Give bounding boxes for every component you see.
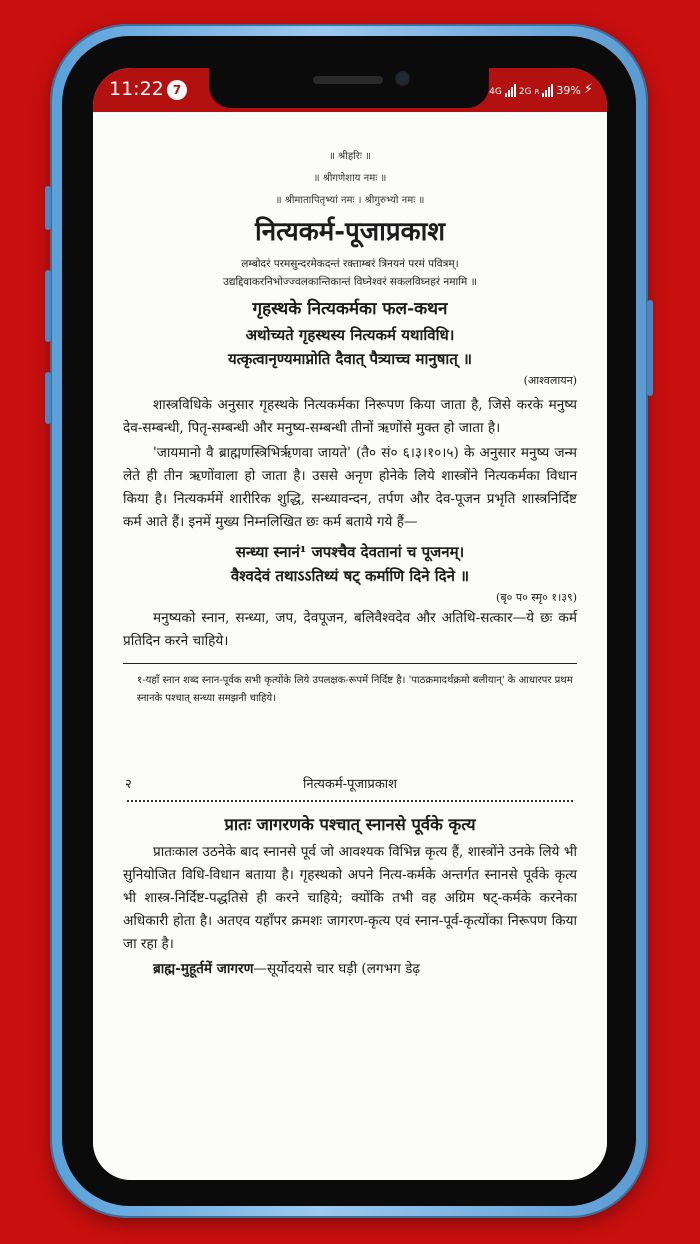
verse-1-source: (आश्वलायन) bbox=[523, 374, 577, 387]
verse-2-line-2: वैश्वदेवं तथाऽऽतिथ्यं षट् कर्माणि दिने दिने ॥ bbox=[230, 567, 470, 585]
running-title: नित्यकर्म-पूजाप्रकाश bbox=[302, 777, 398, 792]
scanned-book-page[interactable] bbox=[93, 112, 607, 1180]
page-2-section-heading: प्रातः जागरणके पश्चात् स्नानसे पूर्वके कृत्य bbox=[224, 815, 476, 834]
footnote: १-यहाँ स्नान शब्द स्नान-पूर्वक सभी कृत्योंके लिये उपलक्षक-रूपमें निर्दिष्ट है। 'पाठक्रमादर्थक्रमो बलीयान्' के आधारपर प्रथम स्नानके पश्चात् सन्ध्या समझनी चाहिये। bbox=[137, 675, 573, 704]
paragraph-1: शास्त्रविधिके अनुसार गृहस्थके नित्यकर्मका निरूपण किया जाता है, जिसे करके मनुष्य देव-सम्बन्धी, पितृ-सम्बन्धी और मनुष्य-सम्बन्धी तीनों ऋणोंसे मुक्त हो जाता है। bbox=[123, 397, 577, 436]
battery-percent: 39% bbox=[556, 84, 581, 97]
page-2-paragraph-1: प्रातःकाल उठनेके बाद स्नानसे पूर्व जो आवश्यक विभिन्न कृत्य हैं, शास्त्रोंने उनके लिये भी सुनियोजित विधि-विधान बताया है। गृहस्थको अपने नित्य-कर्मके अन्तर्गत स्नानसे पूर्वके कृत्य भी शास्त्र-निर्दिष्ट-पद्धतिसे ही करने चाहिये; क्योंकि तभी वह अग्रिम षट्-कर्मके करनेका अधिकारी होता है। अतएव यहाँपर क्रमशः जागरण-कृत्य एवं स्नान-पूर्व-कृत्योंका निरूपण किया जा रहा है। bbox=[123, 844, 577, 952]
invocation-verse-line-2: उद्यद्दिवाकरनिभोज्ज्वलकान्तिकान्तं विघ्नेश्वरं सकलविघ्नहरं नमामि ॥ bbox=[223, 276, 477, 288]
status-time: 11:22 bbox=[109, 78, 164, 100]
page-2-paragraph-2-lead: ब्राह्म-मुहूर्तमें जागरण bbox=[153, 961, 254, 977]
header-dotted-rule bbox=[127, 800, 573, 802]
page-2-paragraph-2 bbox=[93, 958, 607, 981]
invocation-2: ॥ श्रीगणेशाय नमः ॥ bbox=[313, 173, 387, 184]
verse-1-line-2: यत्कृत्वानृण्यमाप्नोति दैवात् पैत्र्याच्च मानुषात् ॥ bbox=[227, 350, 473, 368]
speaker-grille bbox=[313, 76, 383, 84]
battery-charging-icon: ⚡ bbox=[583, 82, 593, 97]
notification-count-badge: 7 bbox=[167, 80, 187, 100]
paragraph-2: 'जायमानो वै ब्राह्मणस्त्रिभिर्ऋणवा जायते' (तै० सं० ६।३।१०।५) के अनुसार मनुष्य जन्म लेते ही तीन ऋणोंवाला हो जाता है। उससे अनृण होनेके लिये शास्त्रोंने नित्यकर्मका विधान किया है। नित्यकर्ममें शारीरिक शुद्धि, सन्ध्यावन्दन, तर्पण और देव-पूजन प्रभृति शास्त्रनिर्दिष्ट कर्म आते हैं। इनमें मुख्य निम्नलिखित छः कर्म बताये गये हैं— bbox=[123, 445, 577, 530]
book-title: नित्यकर्म-पूजाप्रकाश bbox=[254, 217, 446, 247]
volume-up-button bbox=[45, 186, 51, 230]
verse-2-source: (बृ० प० स्मृ० १।३९) bbox=[496, 591, 577, 604]
signal-strength-icon bbox=[505, 83, 516, 97]
signal-strength-icon-2 bbox=[542, 83, 553, 97]
front-camera-icon bbox=[397, 73, 408, 84]
network-4g-label: 4G bbox=[489, 87, 502, 97]
section-heading: गृहस्थके नित्यकर्मका फल-कथन bbox=[252, 299, 448, 319]
phone-screen bbox=[93, 68, 607, 1180]
invocation-3: ॥ श्रीमातापितृभ्यां नमः । श्रीगुरुभ्यो नमः ॥ bbox=[275, 195, 425, 206]
network-2g-label: 2G bbox=[518, 87, 532, 97]
invocation-1: ॥ श्रीहरिः ॥ bbox=[328, 151, 372, 162]
footnote-divider bbox=[123, 663, 577, 664]
page-2-header bbox=[93, 770, 607, 796]
verse-1-line-1: अथोच्यते गृहस्थस्य नित्यकर्म यथाविधि। bbox=[245, 326, 455, 344]
roaming-label: R bbox=[534, 88, 540, 96]
paragraph-3: मनुष्यको स्नान, सन्ध्या, जप, देवपूजन, बलिवैश्वदेव और अतिथि-सत्कार—ये छः कर्म प्रतिदिन करने चाहिये। bbox=[123, 610, 577, 649]
volume-down-button bbox=[45, 270, 51, 342]
status-icons bbox=[489, 82, 593, 97]
page-number: २ bbox=[125, 777, 132, 792]
camera-notch bbox=[209, 68, 489, 108]
power-button bbox=[647, 300, 653, 396]
invocation-verse-line-1: लम्बोदरं परमसुन्दरमेकदन्तं रक्ताम्बरं त्रिनयनं परमं पवित्रम्। bbox=[241, 258, 459, 270]
page-2-paragraph-2-rest: —सूर्योदयसे चार घड़ी (लगभग डेढ़ bbox=[253, 961, 421, 977]
verse-2-line-1: सन्ध्या स्नानं¹ जपश्चैव देवतानां च पूजनम्। bbox=[235, 543, 465, 561]
mute-switch bbox=[45, 372, 51, 424]
